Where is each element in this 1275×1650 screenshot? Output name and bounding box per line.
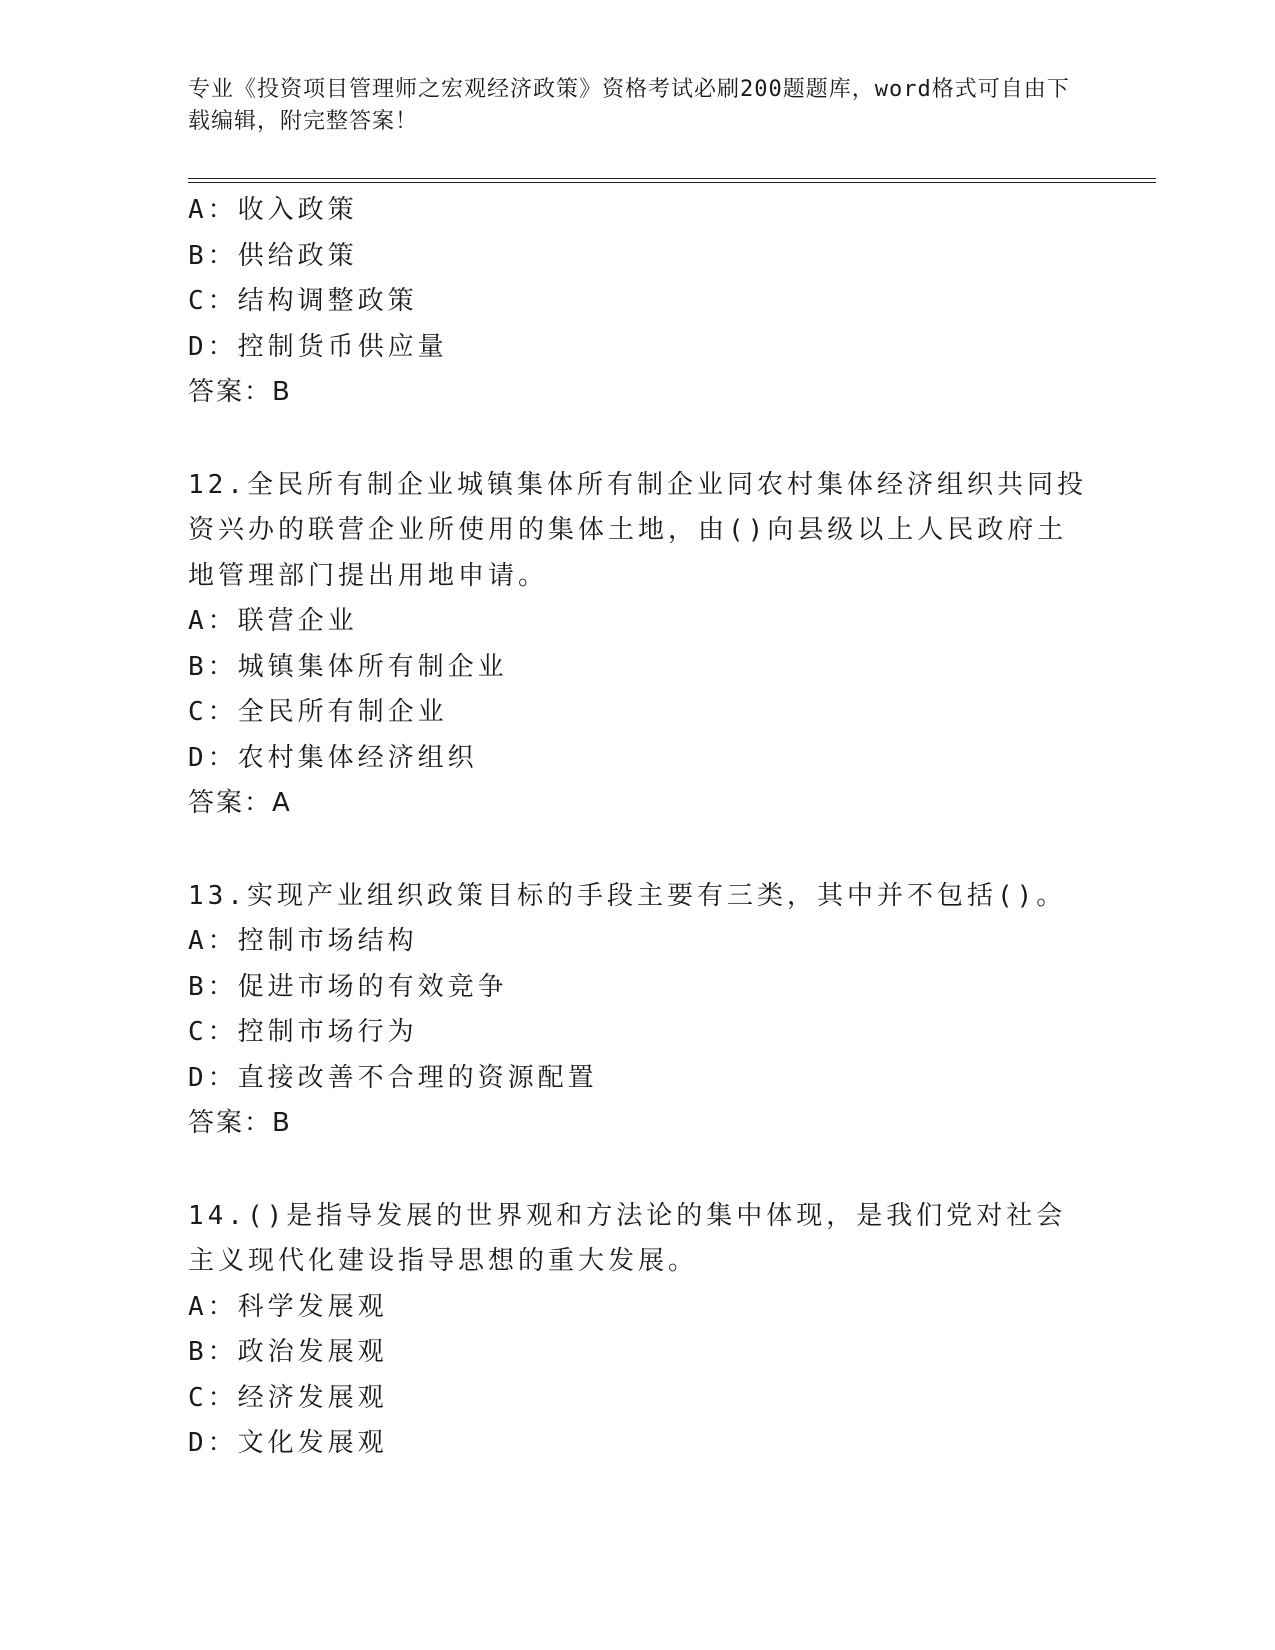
question-block xyxy=(188,1194,1108,1467)
option-b: B：政治发展观 xyxy=(188,1337,388,1367)
option-a: A：联营企业 xyxy=(188,606,358,636)
answer-line: 答案：B xyxy=(188,377,292,407)
option-c: C：控制市场行为 xyxy=(188,1017,418,1047)
option-d: D：文化发展观 xyxy=(188,1428,388,1458)
option-c: C：经济发展观 xyxy=(188,1382,388,1413)
option-d: D：控制货币供应量 xyxy=(188,331,448,362)
option-b: B：城镇集体所有制企业 xyxy=(188,651,508,682)
option-c: C：全民所有制企业 xyxy=(188,697,448,727)
option-b: B：供给政策 xyxy=(188,240,358,271)
option-a: A：收入政策 xyxy=(188,195,358,225)
question-stem: 14.()是指导发展的世界观和方法论的集中体现，是我们党对社会主义现代化建设指导思想的重大发展。 xyxy=(188,1200,1067,1276)
header-double-rule xyxy=(188,178,1156,183)
question-stem: 12.全民所有制企业城镇集体所有制企业同农村集体经济组织共同投资兴办的联营企业所使用的集体土地，由()向县级以上人民政府土地管理部门提出用地申请。 xyxy=(188,469,1087,591)
header-title: 专业《投资项目管理师之宏观经济政策》资格考试必刷200题题库，word格式可自由下载编辑，附完整答案！ xyxy=(188,77,1070,134)
document-header xyxy=(188,74,1088,138)
question-block xyxy=(188,463,1108,827)
option-a: A：科学发展观 xyxy=(188,1291,388,1322)
question-list xyxy=(188,188,1108,1467)
question-block xyxy=(188,874,1108,1147)
option-d: D：直接改善不合理的资源配置 xyxy=(188,1062,598,1093)
option-a: A：控制市场结构 xyxy=(188,926,418,956)
answer-line: 答案：B xyxy=(188,1108,292,1138)
option-c: C：结构调整政策 xyxy=(188,286,418,316)
option-d: D：农村集体经济组织 xyxy=(188,742,478,773)
answer-line: 答案：A xyxy=(188,788,292,818)
question-stem: 13.实现产业组织政策目标的手段主要有三类，其中并不包括()。 xyxy=(188,880,1067,911)
option-b: B：促进市场的有效竞争 xyxy=(188,971,508,1002)
question-block xyxy=(188,188,1108,416)
